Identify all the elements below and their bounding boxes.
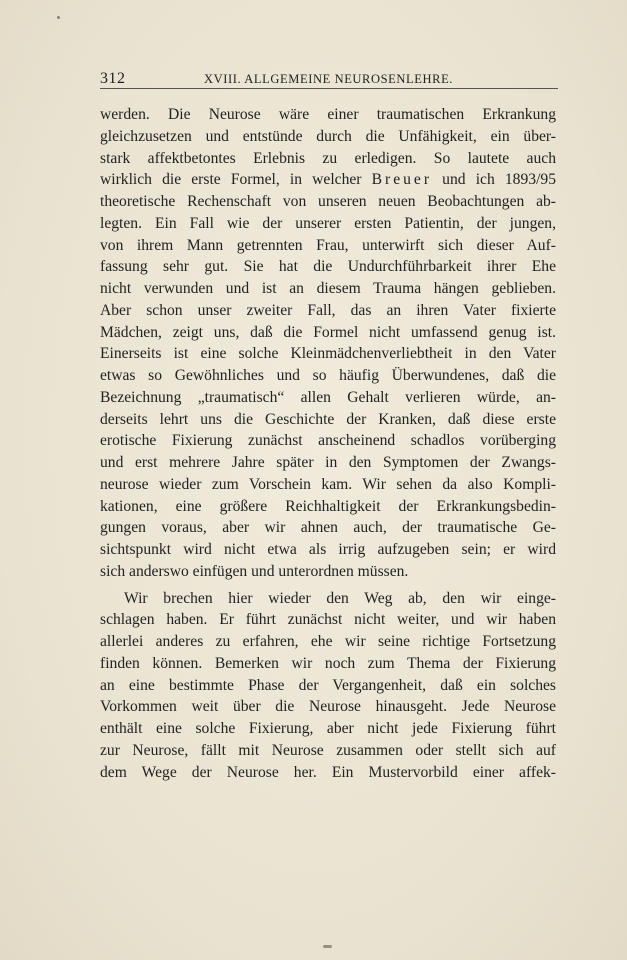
- text-line: fassung sehr gut. Sie hat die Undurchführbarkeit ihrer Ehe: [100, 258, 556, 276]
- text-line: finden können. Bemerken wir noch zum Thema der Fixierung: [100, 654, 556, 672]
- body-text: [100, 104, 556, 783]
- text-line: zur Neurose, fällt mit Neurose zusammen oder stellt sich auf: [100, 741, 556, 759]
- text-line: allerlei anderes zu erfahren, ehe wir seine richtige Fortsetzung: [100, 633, 556, 650]
- paper-speck: [57, 16, 60, 19]
- text-fragment: wirklich die erste Formel, in welcher: [100, 171, 372, 189]
- text-line: Einerseits ist eine solche Kleinmädchenverliebtheit in den Vater: [100, 345, 556, 363]
- text-line: gleichzusetzen und entstünde durch die Unfähigkeit, ein über-: [100, 127, 556, 145]
- text-line: nicht verwunden und ist an diesem Trauma hängen geblieben.: [100, 280, 556, 297]
- text-fragment: und ich 1893/95: [432, 171, 556, 189]
- text-line: werden. Die Neurose wäre einer traumatischen Erkrankung: [100, 106, 556, 123]
- text-line: Bezeichnung „traumatisch“ allen Gehalt verlieren würde, an-: [100, 388, 556, 406]
- text-line: dem Wege der Neurose her. Ein Mustervorbild einer affek-: [100, 763, 556, 781]
- page-header: [100, 66, 558, 89]
- text-line: derseits lehrt uns die Geschichte der Kranken, daß diese erste: [100, 410, 556, 428]
- text-line: theoretische Rechenschaft von unseren neuen Beobachtungen ab-: [100, 193, 556, 210]
- text-line: neurose wieder zum Vorschein kam. Wir sehen da also Kompli-: [100, 475, 556, 493]
- text-line: und erst mehrere Jahre später in den Symptomen der Zwangs-: [100, 454, 556, 471]
- text-line: an eine bestimmte Phase der Vergangenheit, daß ein solches: [100, 676, 556, 694]
- text-line: kationen, eine größere Reichhaltigkeit der Erkrankungsbedin-: [100, 497, 556, 515]
- text-line: legten. Ein Fall wie der unserer ersten Patientin, der jungen,: [100, 214, 556, 232]
- text-line: Wir brechen hier wieder den Weg ab, den wir einge-: [124, 589, 556, 607]
- text-line: Aber schon unser zweiter Fall, das an ihren Vater fixierte: [100, 301, 556, 319]
- running-head: XVIII. ALLGEMEINE NEUROSENLEHRE.: [204, 72, 454, 86]
- text-line: erotische Fixierung zunächst anscheinend schadlos vorüberging: [100, 432, 556, 450]
- page-number: 312: [100, 70, 126, 87]
- text-line: gungen voraus, aber wir ahnen auch, der traumatische Ge-: [100, 519, 556, 537]
- text-line: sich anderswo einfügen und unterordnen müssen.: [100, 562, 409, 580]
- text-line: sichtspunkt wird nicht etwa als irrig aufzugeben sein; er wird: [100, 541, 556, 558]
- text-line: Vorkommen weit über die Neurose hinausgeht. Jede Neurose: [100, 698, 556, 716]
- text-line-with-name: [100, 169, 556, 191]
- text-line: Mädchen, zeigt uns, daß die Formel nicht umfassend genug ist.: [100, 323, 556, 341]
- text-line: enthält eine solche Fixierung, aber nicht jede Fixierung führt: [100, 720, 556, 737]
- paragraph-1: [100, 104, 556, 583]
- text-line: von ihrem Mann getrennten Frau, unterwirft sich dieser Auf-: [100, 236, 556, 254]
- text-line: etwas so Gewöhnliches und so häufig Überwundenes, daß die: [100, 367, 556, 384]
- author-name-breuer: Breuer: [371, 171, 433, 189]
- text-line: schlagen haben. Er führt zunächst nicht weiter, und wir haben: [100, 611, 556, 629]
- text-line: stark affektbetontes Erlebnis zu erledigen. So lautete auch: [100, 149, 556, 167]
- paragraph-2: [100, 588, 556, 784]
- paper-mark: [323, 945, 332, 948]
